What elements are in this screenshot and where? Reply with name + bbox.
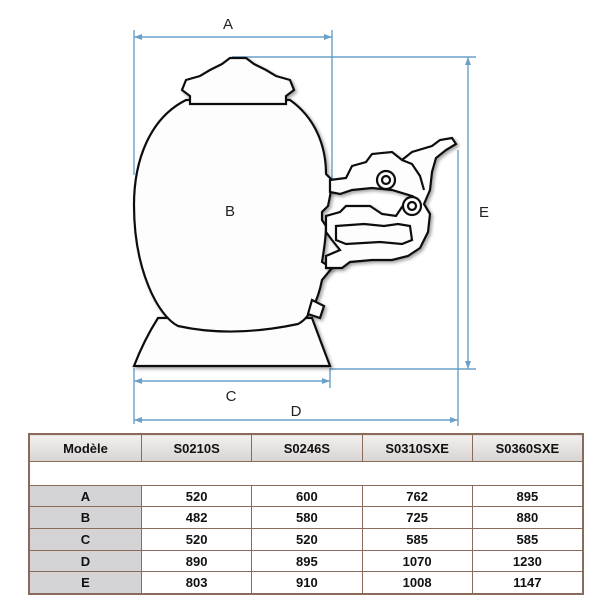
filter-lid: [182, 58, 294, 104]
table-cell: 895: [252, 550, 362, 572]
valve-body: [326, 138, 456, 268]
header-s0310sxe: S0310SXE: [362, 435, 472, 462]
dimension-table-grid: [29, 434, 583, 594]
table-cell: 910: [252, 572, 362, 594]
table-row: [30, 529, 583, 551]
dim-label-e: E: [478, 204, 490, 221]
dim-label-c: C: [225, 388, 237, 405]
table-cell: 762: [362, 485, 472, 507]
table-cell: 520: [142, 529, 252, 551]
header-s0360sxe: S0360SXE: [472, 435, 582, 462]
table-row: [30, 572, 583, 594]
dim-label-a: A: [222, 16, 234, 33]
header-model: Modèle: [30, 435, 142, 462]
table-cell: 1008: [362, 572, 472, 594]
table-cell: 600: [252, 485, 362, 507]
table-cell: 482: [142, 507, 252, 529]
table-spacer-row: [30, 462, 583, 486]
multiport-valve: [326, 138, 456, 268]
valve-port-upper: [377, 171, 395, 189]
row-label: B: [30, 507, 142, 529]
row-label: C: [30, 529, 142, 551]
dimension-table: [28, 433, 584, 595]
table-cell: 585: [362, 529, 472, 551]
dim-label-b: B: [224, 203, 236, 220]
table-cell: 895: [472, 485, 582, 507]
table-cell: 520: [252, 529, 362, 551]
table-cell: 1070: [362, 550, 472, 572]
drain-plug: [308, 300, 324, 318]
valve-port-lower: [403, 197, 421, 215]
table-cell: 890: [142, 550, 252, 572]
table-cell: 585: [472, 529, 582, 551]
table-row: [30, 485, 583, 507]
table-row: [30, 550, 583, 572]
row-label: D: [30, 550, 142, 572]
table-cell: 1230: [472, 550, 582, 572]
table-row: [30, 507, 583, 529]
table-cell: 520: [142, 485, 252, 507]
dim-label-d: D: [290, 403, 302, 420]
table-cell: 1147: [472, 572, 582, 594]
table-cell: 880: [472, 507, 582, 529]
row-label: E: [30, 572, 142, 594]
row-label: A: [30, 485, 142, 507]
table-cell: 580: [252, 507, 362, 529]
table-cell: 725: [362, 507, 472, 529]
header-s0246s: S0246S: [252, 435, 362, 462]
header-s0210s: S0210S: [142, 435, 252, 462]
table-header-row: [30, 435, 583, 462]
table-cell: 803: [142, 572, 252, 594]
